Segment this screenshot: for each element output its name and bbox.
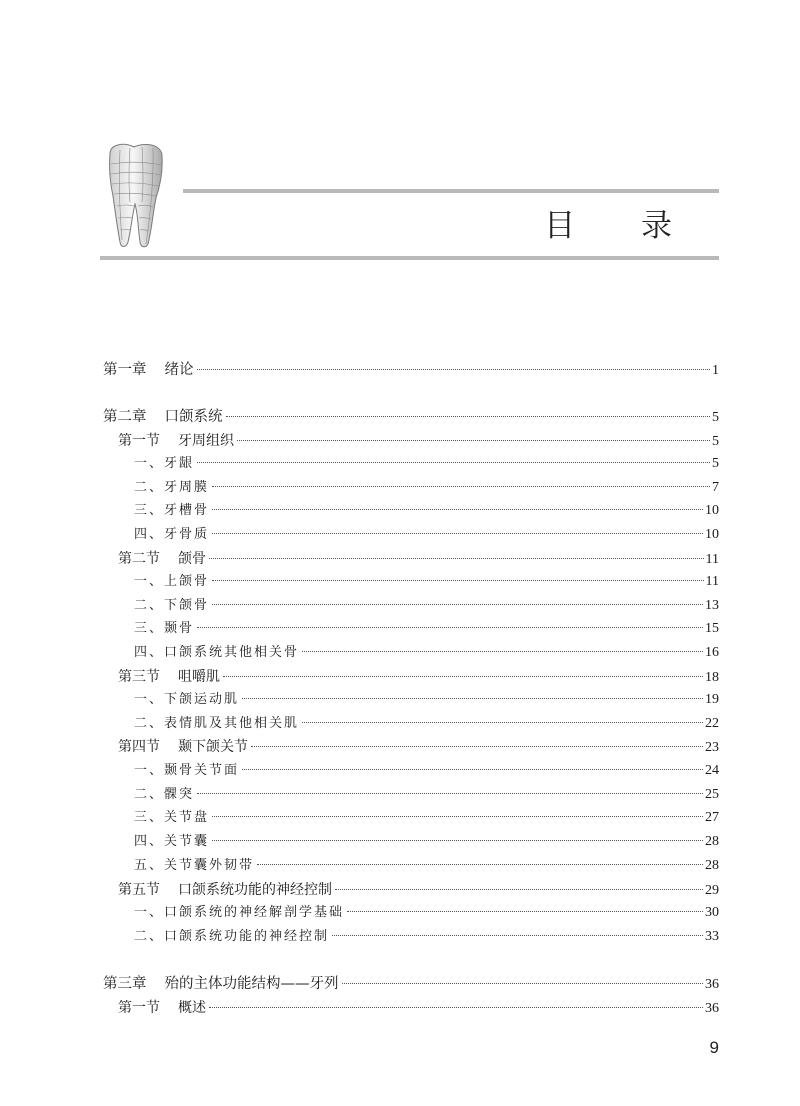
toc-leader-dots bbox=[335, 889, 703, 890]
toc-entry-number: 第三节 bbox=[118, 669, 160, 685]
toc-entry-title: 二、髁突 bbox=[134, 787, 195, 802]
toc-page-number: 27 bbox=[705, 810, 719, 825]
toc-entry-section[interactable] bbox=[118, 997, 719, 1019]
toc-entry-label bbox=[103, 973, 339, 995]
toc-leader-dots bbox=[212, 840, 703, 841]
toc-entry-label bbox=[134, 453, 194, 475]
toc-entry-title: 一、下颌运动肌 bbox=[134, 692, 240, 707]
toc-entry-label bbox=[118, 666, 220, 688]
toc-entry-label bbox=[103, 406, 223, 428]
toc-entry-title: 三、关节盘 bbox=[134, 810, 210, 825]
toc-page-number: 36 bbox=[705, 977, 719, 992]
page-title: 目 录 bbox=[544, 208, 700, 244]
toc-entry-section[interactable] bbox=[118, 548, 719, 570]
toc-entry-item[interactable] bbox=[134, 760, 719, 782]
toc-entry-title: 牙周组织 bbox=[178, 433, 234, 449]
toc-leader-dots bbox=[302, 722, 703, 723]
toc-leader-dots bbox=[212, 533, 703, 534]
toc-page-number: 33 bbox=[705, 929, 719, 944]
toc-leader-dots bbox=[251, 746, 703, 747]
toc-entry-chapter[interactable] bbox=[103, 406, 719, 428]
toc-entry-title: 二、表情肌及其他相关肌 bbox=[134, 716, 300, 731]
toc-page-number: 25 bbox=[705, 787, 719, 802]
toc-entry-item[interactable] bbox=[134, 902, 719, 924]
toc-page-number: 13 bbox=[705, 598, 719, 613]
toc-entry-label bbox=[118, 548, 206, 570]
toc-page-number: 29 bbox=[705, 883, 719, 898]
toc-page-number: 5 bbox=[712, 456, 719, 471]
toc-entry-title: 一、上颌骨 bbox=[134, 574, 210, 589]
toc-leader-dots bbox=[257, 864, 703, 865]
toc-entry-title: 口颌系统功能的神经控制 bbox=[178, 882, 332, 898]
toc-leader-dots bbox=[302, 651, 703, 652]
toc-entry-title: 三、牙槽骨 bbox=[134, 503, 210, 518]
toc-entry-item[interactable] bbox=[134, 618, 719, 640]
toc-entry-number: 第四节 bbox=[118, 739, 160, 755]
header-rule-top bbox=[183, 189, 719, 193]
toc-entry-number: 第一节 bbox=[118, 1000, 160, 1016]
toc-entry-title: 二、口颌系统功能的神经控制 bbox=[134, 929, 330, 944]
toc-leader-dots bbox=[223, 676, 703, 677]
toc-entry-label bbox=[118, 736, 248, 758]
toc-entry-title: 颌骨 bbox=[178, 551, 206, 567]
toc-entry-number: 第一节 bbox=[118, 433, 160, 449]
toc-leader-dots bbox=[342, 983, 704, 984]
page-number: 9 bbox=[709, 1038, 719, 1057]
toc-entry-item[interactable] bbox=[134, 524, 719, 546]
toc-entry-item[interactable] bbox=[134, 831, 719, 853]
toc-entry-title: 三、颞骨 bbox=[134, 621, 195, 636]
toc-entry-number: 第一章 bbox=[103, 362, 147, 378]
toc-leader-dots bbox=[332, 935, 703, 936]
toc-leader-dots bbox=[347, 911, 703, 912]
toc-entry-label bbox=[118, 430, 234, 452]
toc-leader-dots bbox=[209, 558, 704, 559]
toc-entry-item[interactable] bbox=[134, 595, 719, 617]
toc-entry-number: 第二节 bbox=[118, 551, 160, 567]
toc-entry-label bbox=[134, 595, 209, 617]
toc-entry-label bbox=[103, 359, 194, 381]
toc-page-number: 11 bbox=[705, 552, 719, 567]
toc-entry-label bbox=[134, 926, 329, 948]
toc-leader-dots bbox=[209, 1007, 703, 1008]
toc-entry-title: 二、牙周膜 bbox=[134, 480, 210, 495]
toc-entry-title: 一、颞骨关节面 bbox=[134, 763, 240, 778]
toc-entry-label bbox=[134, 689, 239, 711]
toc-entry-title: 绪论 bbox=[164, 362, 194, 378]
toc-entry-item[interactable] bbox=[134, 784, 719, 806]
toc-page-number: 36 bbox=[705, 1001, 719, 1016]
toc-entry-section[interactable] bbox=[118, 879, 719, 901]
toc-entry-title: 四、牙骨质 bbox=[134, 527, 210, 542]
toc-entry-title: 颞下颌关节 bbox=[178, 739, 248, 755]
toc-page-number: 5 bbox=[712, 434, 719, 449]
toc-entry-item[interactable] bbox=[134, 855, 719, 877]
toc-page-number: 10 bbox=[705, 503, 719, 518]
toc-entry-title: 二、下颌骨 bbox=[134, 598, 210, 613]
toc-entry-item[interactable] bbox=[134, 571, 719, 593]
toc-entry-label bbox=[134, 642, 299, 664]
toc-page-number: 5 bbox=[712, 410, 719, 425]
toc-entry-item[interactable] bbox=[134, 453, 719, 475]
toc-entry-item[interactable] bbox=[134, 642, 719, 664]
toc-entry-label bbox=[134, 784, 194, 806]
toc-leader-dots bbox=[197, 369, 711, 370]
toc-entry-label bbox=[134, 618, 194, 640]
toc-leader-dots bbox=[197, 462, 710, 463]
toc-entry-title: 四、口颌系统其他相关骨 bbox=[134, 645, 300, 660]
toc-page-number: 18 bbox=[705, 670, 719, 685]
toc-entry-label bbox=[134, 760, 239, 782]
toc-page-number: 1 bbox=[712, 363, 719, 378]
toc-leader-dots bbox=[212, 509, 703, 510]
toc-page-number: 7 bbox=[712, 480, 719, 495]
toc-entry-title: 咀嚼肌 bbox=[178, 669, 220, 685]
toc-entry-section[interactable] bbox=[118, 736, 719, 758]
toc-leader-dots bbox=[212, 580, 704, 581]
toc-entry-label bbox=[134, 500, 209, 522]
toc-entry-item[interactable] bbox=[134, 713, 719, 735]
toc-leader-dots bbox=[197, 627, 703, 628]
toc-leader-dots bbox=[226, 416, 711, 417]
toc-page-number: 24 bbox=[705, 763, 719, 778]
toc-entry-label bbox=[134, 902, 344, 924]
toc-entry-title: 一、牙龈 bbox=[134, 456, 195, 471]
toc-page-number: 11 bbox=[705, 574, 719, 589]
toc-entry-title: 口颌系统 bbox=[164, 409, 223, 425]
toc-entry-title: 四、关节囊 bbox=[134, 834, 210, 849]
toc-entry-label bbox=[134, 855, 254, 877]
toc-entry-number: 第三章 bbox=[103, 976, 147, 992]
toc-entry-label bbox=[134, 477, 209, 499]
toc-page-number: 10 bbox=[705, 527, 719, 542]
toc-entry-item[interactable] bbox=[134, 477, 719, 499]
toc-page-number: 16 bbox=[705, 645, 719, 660]
toc-entry-chapter[interactable] bbox=[103, 973, 719, 995]
toc-leader-dots bbox=[212, 604, 703, 605]
toc-page-number: 23 bbox=[705, 740, 719, 755]
toc-entry-item[interactable] bbox=[134, 500, 719, 522]
toc-entry-label bbox=[118, 997, 206, 1019]
toc-page-number: 28 bbox=[705, 834, 719, 849]
toc-leader-dots bbox=[212, 486, 710, 487]
toc-leader-dots bbox=[212, 816, 703, 817]
toc-entry-label bbox=[134, 713, 299, 735]
toc-entry-number: 第二章 bbox=[103, 409, 147, 425]
toc-page-number: 30 bbox=[705, 905, 719, 920]
toc-entry-title: 五、关节囊外韧带 bbox=[134, 858, 255, 873]
toc-leader-dots bbox=[237, 440, 710, 441]
toc-page-number: 19 bbox=[705, 692, 719, 707]
toc-entry-title: 概述 bbox=[178, 1000, 206, 1016]
toc-entry-label bbox=[134, 524, 209, 546]
toc-entry-item[interactable] bbox=[134, 689, 719, 711]
toc-entry-section[interactable] bbox=[118, 666, 719, 688]
toc-entry-number: 第五节 bbox=[118, 882, 160, 898]
toc-entry-title: 殆的主体功能结构——牙列 bbox=[164, 976, 339, 992]
toc-entry-chapter[interactable] bbox=[103, 359, 719, 381]
header-rule-bottom bbox=[100, 256, 719, 260]
toc-entry-item[interactable] bbox=[134, 807, 719, 829]
toc-page-number: 15 bbox=[705, 621, 719, 636]
toc-entry-title: 一、口颌系统的神经解剖学基础 bbox=[134, 905, 345, 920]
toc-entry-label bbox=[118, 879, 332, 901]
toc-page-number: 28 bbox=[705, 858, 719, 873]
toc-entry-item[interactable] bbox=[134, 926, 719, 948]
toc-leader-dots bbox=[197, 793, 703, 794]
tooth-illustration bbox=[100, 140, 172, 250]
toc-entry-label bbox=[134, 807, 209, 829]
toc-leader-dots bbox=[242, 698, 703, 699]
toc-entry-label bbox=[134, 571, 209, 593]
toc-entry-section[interactable] bbox=[118, 430, 719, 452]
toc-entry-label bbox=[134, 831, 209, 853]
toc-leader-dots bbox=[242, 769, 703, 770]
toc-page-number: 22 bbox=[705, 716, 719, 731]
